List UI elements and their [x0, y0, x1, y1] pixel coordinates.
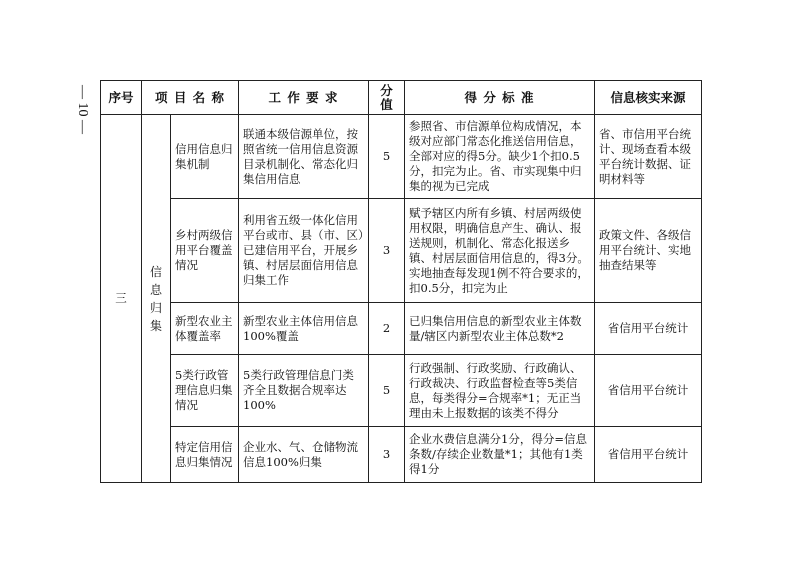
row-requirement: 5类行政管理信息门类齐全且数据合规率达100% [239, 355, 369, 427]
row-score: 5 [369, 115, 405, 199]
row-criteria: 赋予辖区内所有乡镇、村居两级使用权限，明确信息产生、确认、报送规则，机制化、常态化报送乡镇、村居层面信用信息的，得3分。实地抽查每发现1例不符合要求的，扣0.5分，扣完为止 [405, 199, 595, 303]
row-source: 省信用平台统计 [595, 303, 702, 355]
evaluation-table [100, 80, 702, 483]
row-item: 乡村两级信用平台覆盖情况 [171, 199, 239, 303]
header-seq: 序号 [101, 81, 142, 115]
row-requirement: 利用省五级一体化信用平台或市、县（市、区）已建信用平台，开展乡镇、村居层面信用信息归集工作 [239, 199, 369, 303]
row-criteria: 企业水费信息满分1分，得分=信息条数/存续企业数量*1；其他有1类得1分 [405, 427, 595, 483]
row-requirement: 企业水、气、仓储物流信息100%归集 [239, 427, 369, 483]
row-criteria: 行政强制、行政奖励、行政确认、行政裁决、行政监督检查等5类信息，每类得分=合规率*1；无正当理由未上报数据的该类不得分 [405, 355, 595, 427]
row-criteria: 参照省、市信源单位构成情况，本级对应部门常态化推送信用信息，全部对应的得5分。缺少1个扣0.5分，扣完为止。省、市实现集中归集的视为已完成 [405, 115, 595, 199]
row-score: 5 [369, 355, 405, 427]
row-requirement: 联通本级信源单位，按照省统一信用信息资源目录机制化、常态化归集信用信息 [239, 115, 369, 199]
row-item: 新型农业主体覆盖率 [171, 303, 239, 355]
header-row [101, 81, 702, 115]
row-score: 2 [369, 303, 405, 355]
row-source: 省信用平台统计 [595, 355, 702, 427]
row-criteria: 已归集信用信息的新型农业主体数量/辖区内新型农业主体总数*2 [405, 303, 595, 355]
table-row [101, 115, 702, 199]
table-row [101, 199, 702, 303]
group-category: 信息 归集 [142, 115, 171, 483]
table-row [101, 427, 702, 483]
header-score: 分 值 [369, 81, 405, 115]
header-item-name: 项 目 名 称 [142, 81, 239, 115]
table-row [101, 303, 702, 355]
page-number: — 10 — [75, 84, 90, 134]
row-source: 政策文件、各级信用平台统计、实地抽查结果等 [595, 199, 702, 303]
header-criteria: 得 分 标 准 [405, 81, 595, 115]
row-item: 5类行政管理信息归集情况 [171, 355, 239, 427]
group-seq: 三 [101, 115, 142, 483]
header-requirement: 工 作 要 求 [239, 81, 369, 115]
header-source: 信息核实来源 [595, 81, 702, 115]
row-item: 特定信用信息归集情况 [171, 427, 239, 483]
row-score: 3 [369, 199, 405, 303]
row-requirement: 新型农业主体信用信息100%覆盖 [239, 303, 369, 355]
row-source: 省信用平台统计 [595, 427, 702, 483]
row-source: 省、市信用平台统计、现场查看本级平台统计数据、证明材料等 [595, 115, 702, 199]
row-score: 3 [369, 427, 405, 483]
row-item: 信用信息归集机制 [171, 115, 239, 199]
table-row [101, 355, 702, 427]
